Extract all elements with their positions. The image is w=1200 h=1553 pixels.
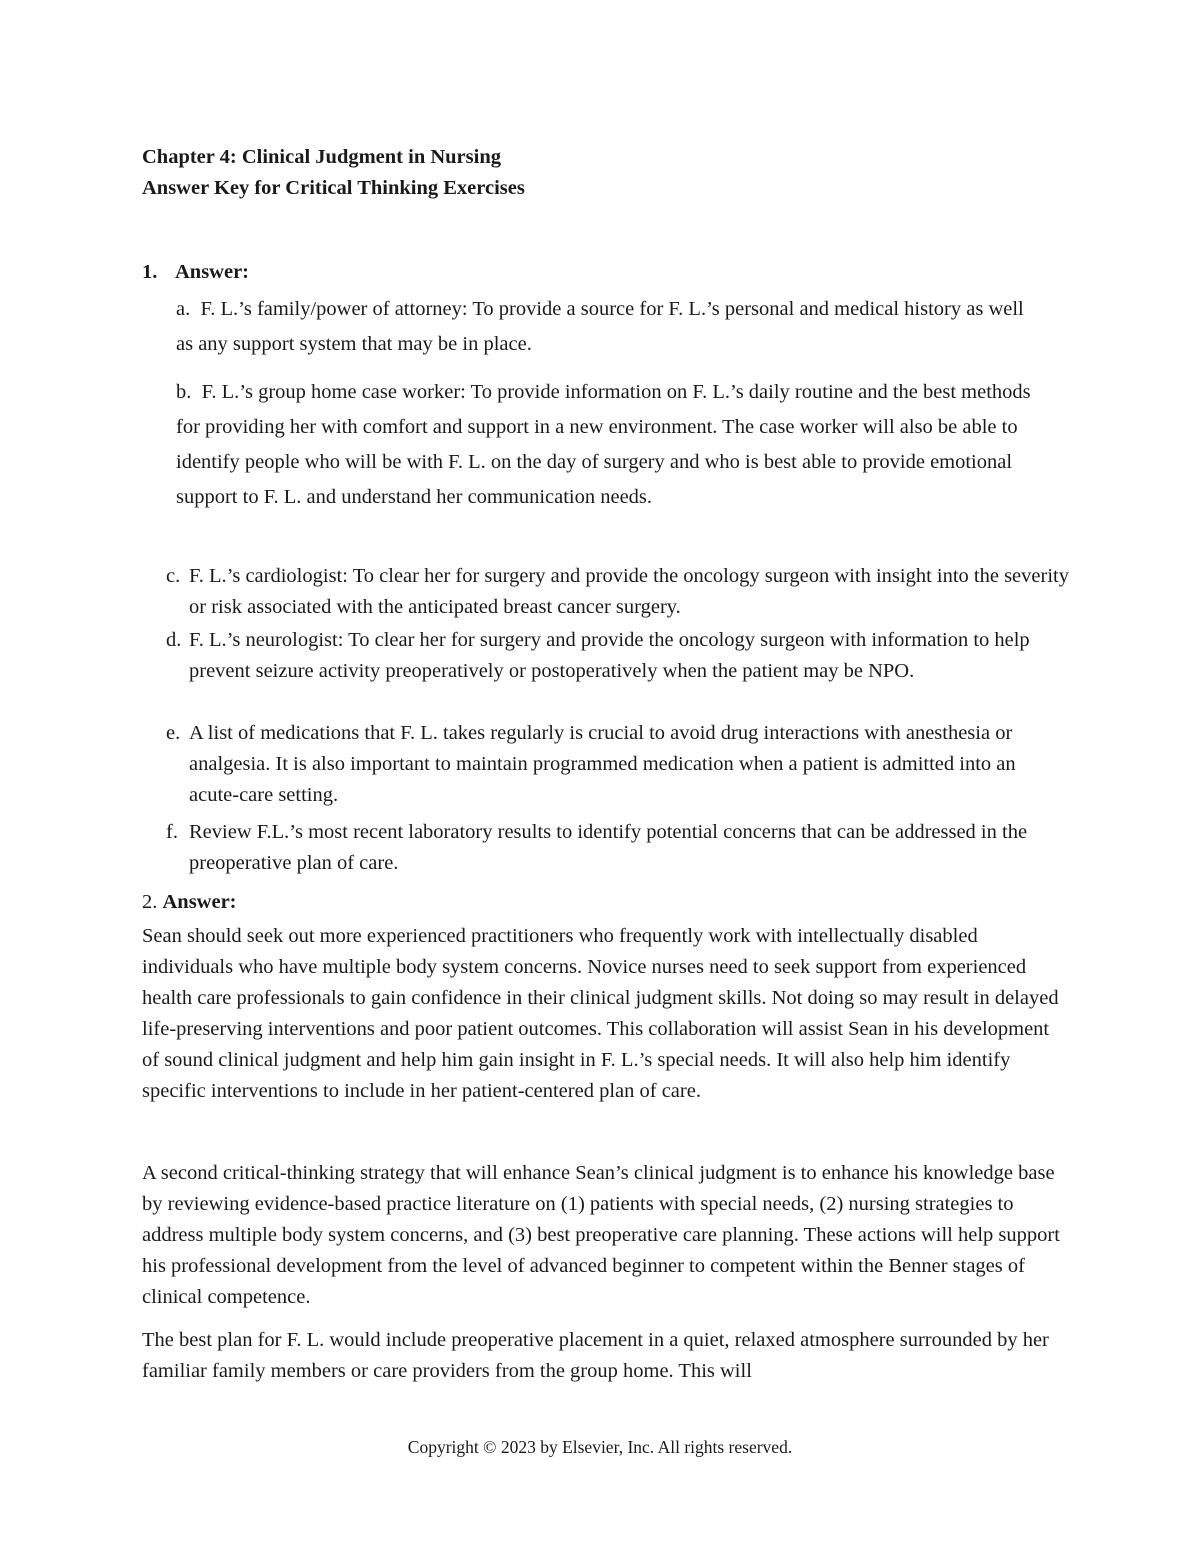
answer-item-d-text: F. L.’s neurologist: To clear her for surgery and provide the oncology surgeon with information to help prevent seizure activity preoperatively or postoperatively when the patient may be NPO.	[189, 629, 1030, 682]
answer-item-c-text: F. L.’s cardiologist: To clear her for surgery and provide the oncology surgeon with insight into the severity or risk associated with the anticipated breast cancer surgery.	[189, 565, 1069, 618]
answer-item-e	[166, 718, 1059, 811]
answer-2-paragraph-1: Sean should seek out more experienced practitioners who frequently work with intellectually disabled individuals who have multiple body system concerns. Novice nurses need to seek support from experienced health care professionals to gain confidence in their clinical judgment skills. Not doing so may result in delayed life-preserving interventions and poor patient outcomes. This collaboration will assist Sean in his development of sound clinical judgment and help him gain insight in F. L.’s special needs. It will also help him identify specific interventions to include in her patient-centered plan of care.	[142, 925, 1059, 1102]
copyright-footer: Copyright © 2023 by Elsevier, Inc. All rights reserved.	[407, 1437, 793, 1457]
answer-item-f-marker: f.	[166, 821, 178, 843]
answer-item-f-text: Review F.L.’s most recent laboratory results to identify potential concerns that can be addressed in the preoperative plan of care.	[189, 821, 1028, 874]
question-1-label: Answer:	[175, 261, 250, 283]
answer-item-c-marker: c.	[166, 565, 181, 587]
question-2-number: 2.	[142, 891, 158, 913]
answer-item-a	[176, 292, 1036, 362]
question-2-header	[142, 892, 237, 913]
question-1-number: 1.	[142, 261, 158, 283]
answer-item-c	[166, 561, 1069, 623]
chapter-title: Chapter 4: Clinical Judgment in Nursing	[142, 146, 501, 168]
answer-item-f	[166, 817, 1049, 879]
answer-item-d	[166, 625, 1049, 687]
answer-item-b-marker: b.	[176, 381, 192, 403]
answer-item-a-text: F. L.’s family/power of attorney: To provide a source for F. L.’s personal and medical history as well as any support system that may be in place.	[176, 298, 1024, 355]
answer-item-b-text: F. L.’s group home case worker: To provide information on F. L.’s daily routine and the best methods for providing her with comfort and support in a new environment. The case worker will also be able to identify people who will be with F. L. on the day of surgery and who is best able to provide emotional support to F. L. and understand her communication needs.	[176, 381, 1031, 508]
answer-item-e-text: A list of medications that F. L. takes regularly is crucial to avoid drug interactions with anesthesia or analgesia. It is also important to maintain programmed medication when a patient is admitted into an acute-care setting.	[189, 722, 1016, 806]
answer-item-b	[176, 375, 1046, 515]
answer-2-paragraph-2: A second critical-thinking strategy that will enhance Sean’s clinical judgment is to enhance his knowledge base by reviewing evidence-based practice literature on (1) patients with special needs, (2) nursing strategies to address multiple body system concerns, and (3) best preoperative care planning. These actions will help support his professional development from the level of advanced beginner to competent within the Benner stages of clinical competence.	[142, 1162, 1060, 1308]
answer-item-e-marker: e.	[166, 722, 181, 744]
answer-item-d-marker: d.	[166, 629, 182, 651]
answer-key-subtitle: Answer Key for Critical Thinking Exercises	[142, 177, 525, 199]
question-1-header	[142, 261, 250, 283]
answer-item-a-marker: a.	[176, 298, 191, 320]
answer-2-paragraph-3: The best plan for F. L. would include preoperative placement in a quiet, relaxed atmosphere surrounded by her familiar family members or care providers from the group home. This will	[142, 1329, 1049, 1382]
question-2-label: Answer:	[162, 891, 237, 913]
